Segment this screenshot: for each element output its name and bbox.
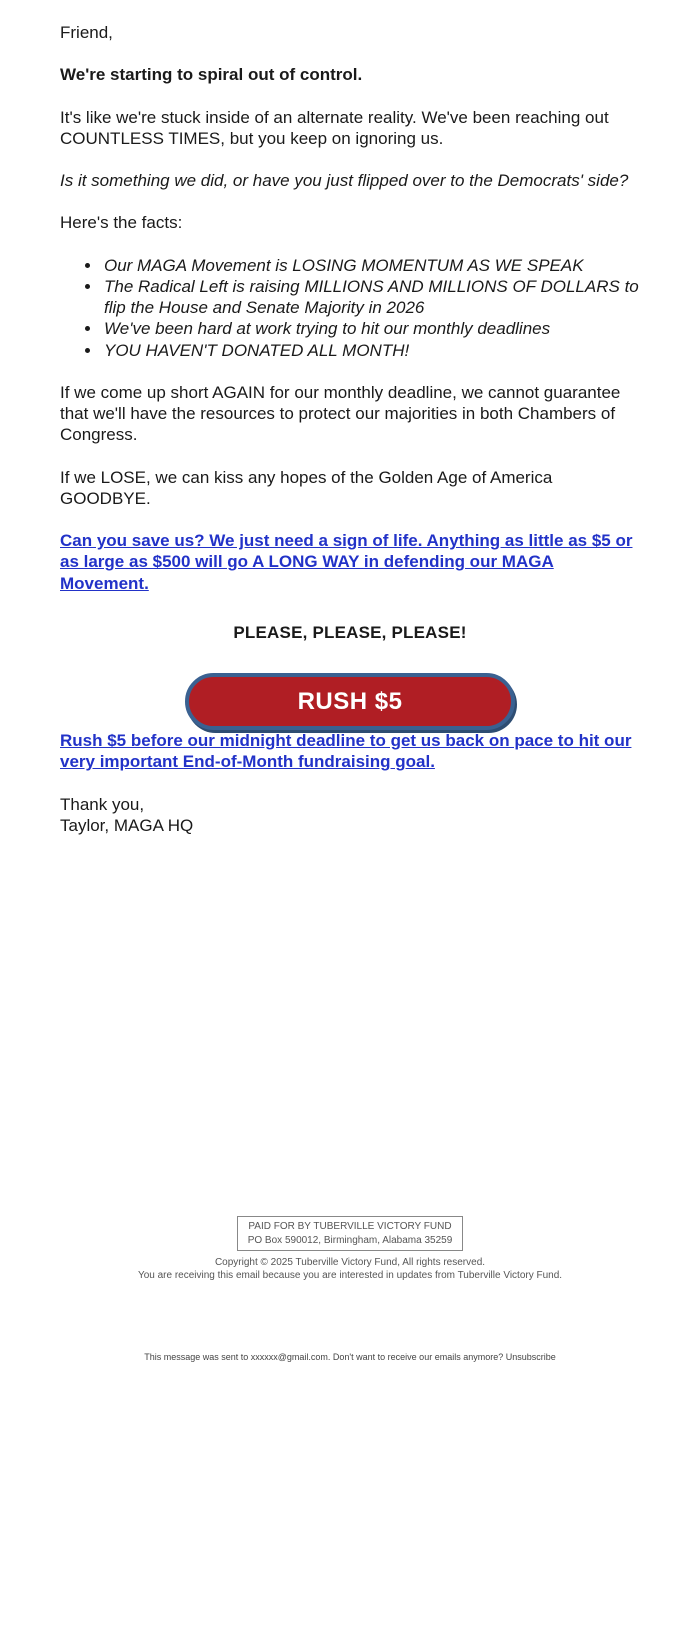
paid-for-disclaimer-box [237,1216,464,1251]
midnight-deadline-link[interactable]: Rush $5 before our midnight deadline to get us back on pace to hit our very important End-of-Month fundraising goal. [60,731,632,772]
fine-print-block [0,1256,700,1282]
paragraph-italic-question: Is it something we did, or have you just flipped over to the Democrats' side? [60,171,629,190]
signature-line: Taylor, MAGA HQ [60,815,194,835]
fact-item-not-donated: • YOU HAVEN'T DONATED ALL MONTH! [102,340,640,361]
button-row [60,673,640,730]
fact-item-radical-left: • The Radical Left is raising MILLIONS AND MILLIONS OF DOLLARS to flip the House and Senate Majority in 2026 [102,276,640,319]
email-footer [0,1216,700,1363]
paragraph-reaching-out: It's like we're stuck inside of an alternate reality. We've been reaching out COUNTLESS TIMES, but you keep on ignoring us. [60,107,609,148]
disclaimer-line-2: PO Box 590012, Birmingham, Alabama 35259 [247,1234,453,1246]
facts-list [60,255,640,361]
receiving-reason-line: You are receiving this email because you are interested in updates from Tuberville Victory Fund. [137,1270,563,1281]
disclaimer-line-1: PAID FOR BY TUBERVILLE VICTORY FUND [248,1221,452,1232]
fact-item-hard-at-work: • We've been hard at work trying to hit our monthly deadlines [102,318,640,339]
sent-to-text: This message was sent to xxxxxx@gmail.com. Don't want to receive our emails anymore? [144,1352,506,1362]
signature-block [60,794,640,837]
blank-spacer [0,836,700,1216]
closing-line: Thank you, [60,794,145,814]
rush-5-donate-button[interactable]: RUSH $5 [185,673,515,730]
paragraph-if-we-lose: If we LOSE, we can kiss any hopes of the Golden Age of America GOODBYE. [60,467,553,508]
save-us-donation-link[interactable]: Can you save us? We just need a sign of life. Anything as little as $5 or as large as $500 will go A LONG WAY in defending our MAGA Movement. [60,531,633,593]
fact-item-losing-momentum: • Our MAGA Movement is LOSING MOMENTUM AS WE SPEAK [102,255,640,276]
intro-bold-line: We're starting to spiral out of control. [60,65,363,85]
paragraph-short-again: If we come up short AGAIN for our monthly deadline, we cannot guarantee that we'll have the resources to protect our majorities in both Chambers of Congress. [60,382,621,445]
copyright-line: Copyright © 2025 Tuberville Victory Fund, All rights reserved. [214,1257,486,1268]
sent-to-line [0,1352,700,1363]
unsubscribe-link[interactable]: Unsubscribe [505,1352,556,1362]
greeting: Friend, [60,23,113,42]
facts-header: Here's the facts: [60,213,183,233]
please-plea-line: PLEASE, PLEASE, PLEASE! [233,622,467,642]
